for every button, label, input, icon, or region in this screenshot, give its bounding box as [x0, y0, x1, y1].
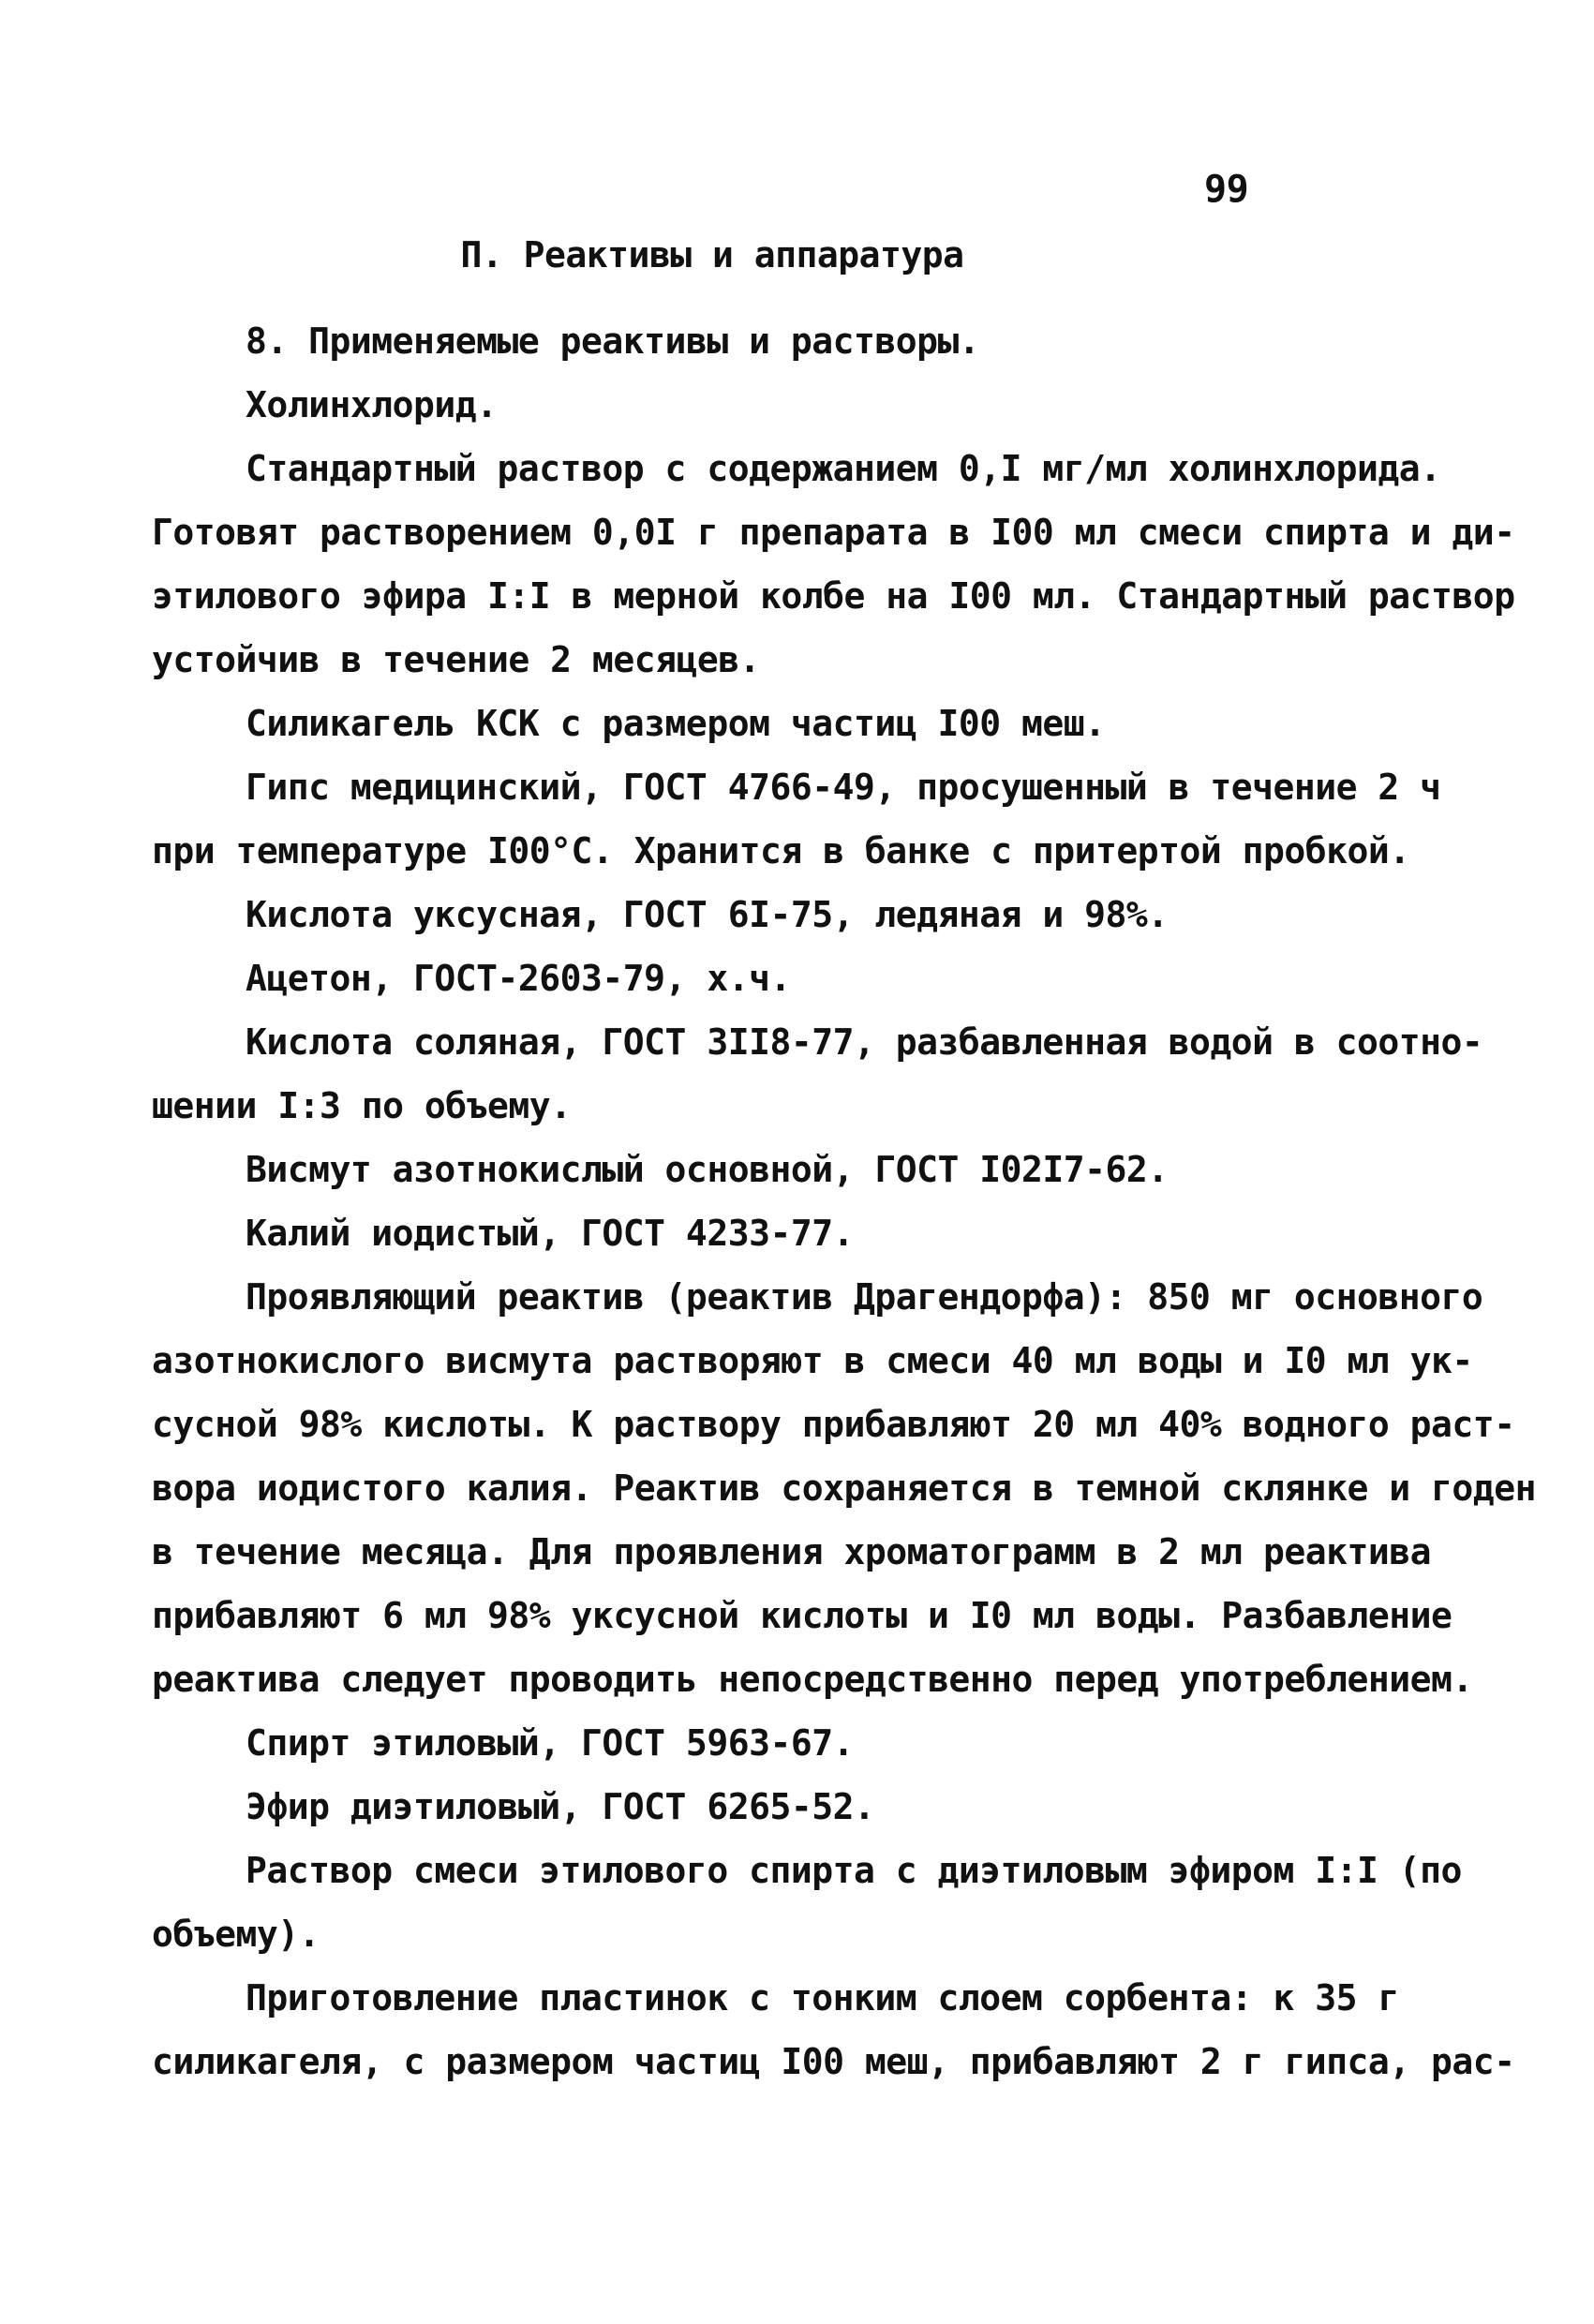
paragraph-line: этилового эфира I:I в мерной колбе на I00 мл. Стандартный раствор [152, 575, 1515, 617]
paragraph-line: Готовят растворением 0,0I г препарата в I00 мл смеси спирта и ди- [152, 512, 1515, 553]
paragraph-line: устойчив в течение 2 месяцев. [152, 639, 760, 680]
paragraph-line: в течение месяца. Для проявления хроматограмм в 2 мл реактива [152, 1531, 1432, 1572]
paragraph-line: объему). [152, 1914, 320, 1955]
paragraph-line-first: Эфир диэтиловый, ГОСТ 6265-52. [246, 1786, 875, 1827]
section-title: П. Реактивы и аппаратура [460, 234, 964, 276]
page-number: 99 [1204, 168, 1249, 211]
paragraph-line: сусной 98% кислоты. К раствору прибавляют 20 мл 40% водного раст- [152, 1404, 1515, 1445]
paragraph-line-first: Кислота соляная, ГОСТ 3II8-77, разбавленная водой в соотно- [246, 1021, 1483, 1063]
paragraph-line-first: Гипс медицинский, ГОСТ 4766-49, просушенный в течение 2 ч [246, 767, 1441, 808]
paragraph-line: азотнокислого висмута растворяют в смеси 40 мл воды и I0 мл ук- [152, 1340, 1473, 1381]
paragraph-line-first: Стандартный раствор с содержанием 0,I мг/мл холинхлорида. [246, 448, 1441, 489]
paragraph-line-first: Раствор смеси этилового спирта с диэтиловым эфиром I:I (по [246, 1850, 1462, 1891]
paragraph-line: силикагеля, с размером частиц I00 меш, прибавляют 2 г гипса, рас- [152, 2041, 1515, 2082]
paragraph-line-first: Спирт этиловый, ГОСТ 5963-67. [246, 1722, 854, 1764]
paragraph-line-first: Приготовление пластинок с тонким слоем сорбента: к 35 г [246, 1977, 1399, 2019]
paragraph-line: прибавляют 6 мл 98% уксусной кислоты и I0 мл воды. Разбавление [152, 1595, 1452, 1636]
paragraph-line-first: Висмут азотнокислый основной, ГОСТ I02I7-62. [246, 1149, 1169, 1190]
paragraph-line: при температуре I00°С. Хранится в банке с притертой пробкой. [152, 830, 1410, 872]
paragraph-line-first: Кислота уксусная, ГОСТ 6I-75, ледяная и 98%. [246, 894, 1169, 935]
paragraph-line-first: Калий иодистый, ГОСТ 4233-77. [246, 1213, 854, 1254]
paragraph-line-first: Холинхлорид. [246, 384, 498, 425]
body-text [152, 309, 1536, 2093]
paragraph-line-first: Силикагель КСК с размером частиц I00 меш. [246, 703, 1106, 744]
paragraph-line-first: Ацетон, ГОСТ-2603-79, х.ч. [246, 958, 791, 999]
paragraph-line: шении I:3 по объему. [152, 1085, 572, 1126]
paragraph-line-first: 8. Применяемые реактивы и растворы. [246, 320, 980, 362]
paragraph-line: реактива следует проводить непосредственно перед употреблением. [152, 1659, 1473, 1700]
paragraph-line: вора иодистого калия. Реактив сохраняется в темной склянке и годен [152, 1467, 1536, 1509]
paragraph-line-first: Проявляющий реактив (реактив Драгендорфа): 850 мг основного [246, 1276, 1483, 1318]
